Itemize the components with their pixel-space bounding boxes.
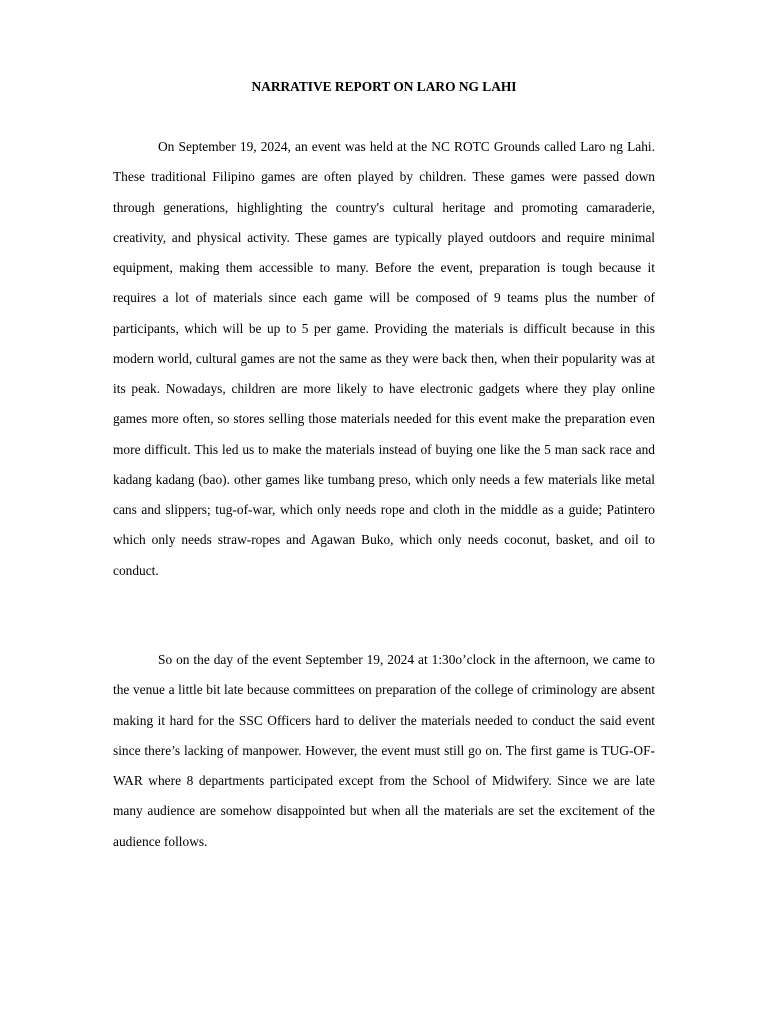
document-title: NARRATIVE REPORT ON LARO NG LAHI	[251, 79, 517, 94]
paragraph-2: So on the day of the event September 19, 2024 at 1:30o’clock in the afternoon, we came to the venue a little bit late because committees on preparation of the college of criminology are absent making it hard for the SSC Officers hard to deliver the materials needed to conduct the said event since there’s lacking of manpower. However, the event must still go on. The first game is TUG-OF-WAR where 8 departments participated except from the School of Midwifery. Since we are late many audience are somehow disappointed but when all the materials are set the excitement of the audience follows.	[113, 652, 655, 849]
paragraph-1: On September 19, 2024, an event was held at the NC ROTC Grounds called Laro ng Lahi. These traditional Filipino games are often played by children. These games were passed down through generations, highlighting the country's cultural heritage and promoting camaraderie, creativity, and physical activity. These games are typically played outdoors and require minimal equipment, making them accessible to many. Before the event, preparation is tough because it requires a lot of materials since each game will be composed of 9 teams plus the number of participants, which will be up to 5 per game. Providing the materials is difficult because in this modern world, cultural games are not the same as they were back then, when their popularity was at its peak. Nowadays, children are more likely to have electronic gadgets where they play online games more often, so stores selling those materials needed for this event make the preparation even more difficult. This led us to make the materials instead of buying one like the 5 man sack race and kadang kadang (bao). other games like tumbang preso, which only needs a few materials like metal cans and slippers; tug-of-war, which only needs rope and cloth in the middle as a guide; Patintero which only needs straw-ropes and Agawan Buko, which only needs coconut, basket, and oil to conduct.	[113, 139, 655, 578]
